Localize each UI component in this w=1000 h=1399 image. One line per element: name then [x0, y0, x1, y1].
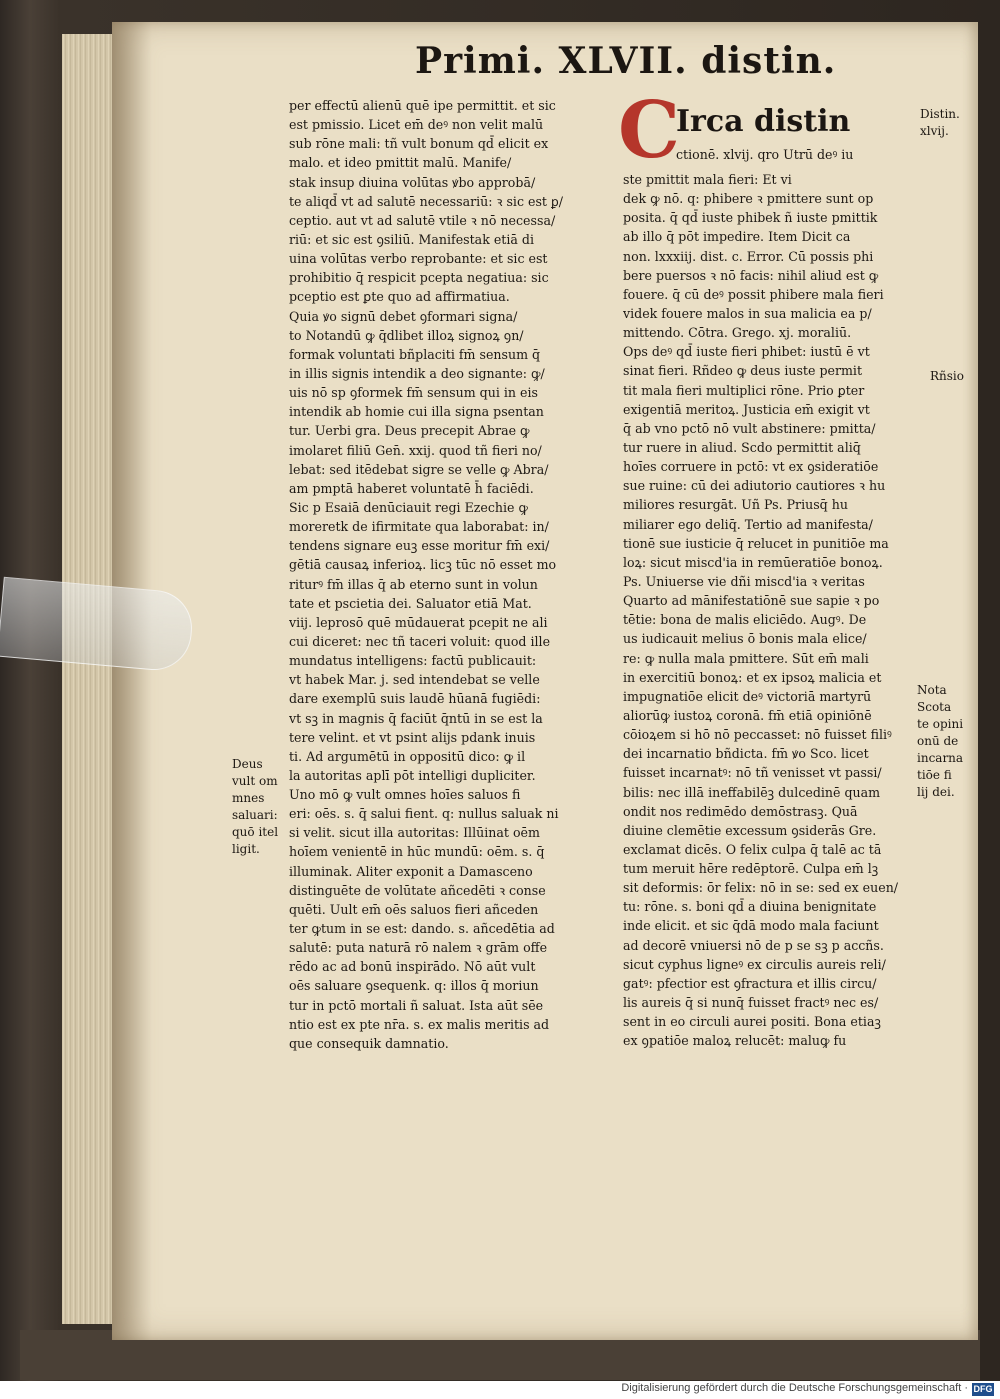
text-line: vt sꝫ in magnis q̄ faciūt q̄ntū in se est la	[289, 710, 543, 726]
text-line: fuisset incarnatꝰ: nō tñ venisset vt passi/	[623, 765, 882, 781]
text-line: moreretk de ifirmitate qua laborabat: in/	[289, 519, 549, 535]
text-line: re: ꝙ nulla mala pmittere. Sūt em̄ mali	[623, 650, 869, 666]
text-line: rēdo ac ad bonū inspirādo. Nō aūt vult	[289, 959, 536, 975]
text-line: tendens signare euꝫ esse moritur fm̄ exi/	[289, 538, 550, 554]
text-line: fouere. q̄ cū deꝰ possit phibere mala fieri	[623, 286, 884, 302]
text-line: hoīes corruere in pctō: vt ex ꝯsideratiōe	[623, 459, 879, 475]
text-line: la autoritas aplī pōt intelligi dupliciter.	[289, 767, 536, 783]
margin-line: lij dei.	[917, 785, 955, 799]
text-line: aliorūꝙ iustoꝝ coronā. fm̄ etiā opiniōnē	[623, 707, 872, 723]
margin-line: te opini	[917, 717, 964, 731]
margin-line: vult om	[232, 774, 278, 788]
text-line: quēti. Uult em̄ oēs saluos fieri añceden	[289, 901, 539, 917]
text-line: uina volūtas verbo reprobante: et sic est	[289, 251, 548, 267]
text-line: uis nō sp ꝯformek fm̄ sensum qui in eis	[289, 385, 538, 401]
text-line: riturꝰ fm̄ illas q̄ ab eterno sunt in volun	[289, 576, 538, 592]
text-line: imolaret filiū Gen̄. xxij. quod tñ fieri no/	[289, 442, 542, 458]
text-line: Ps. Uniuerse vie dñi miscd'ia ꝛ veritas	[623, 573, 865, 589]
text-line: tionē sue iusticie q̄ relucet in punitiōe ma	[623, 535, 889, 551]
text-line: tu: rōne. s. boni qd̄ a diuina benignitate	[623, 899, 877, 915]
page-edges	[62, 34, 117, 1324]
text-line: sent in eo circuli aurei positi. Bona etiaꝫ	[623, 1014, 881, 1030]
text-line: dare exemplū suis laudē hūanā fugiēdi:	[289, 691, 541, 707]
text-line: sinat fieri. Rñdeo ꝙ deus iuste permit	[623, 363, 863, 379]
text-line: exclamat dicēs. O felix culpa q̄ talē ac tā	[623, 841, 882, 857]
text-line: inde elicit. et sic q̄dā modo mala faciunt	[623, 918, 879, 934]
margin-line: Distin.	[920, 107, 960, 121]
text-line: si velit. sicut illa autoritas: Illūinat oēm	[289, 825, 540, 841]
text-line: am pmptā haberet voluntatē h̄ faciēdi.	[289, 480, 534, 496]
margin-line: Scota	[917, 700, 952, 714]
margin-note-deus	[232, 756, 278, 858]
text-line: per effectū alienū quē ipe permittit. et sic	[289, 98, 556, 113]
text-line: mundatus intelligens: factū publicauit:	[289, 653, 537, 669]
text-line: lebat: sed itēdebat sigre se velle ꝙ Abra/	[289, 461, 549, 477]
text-line: eri: oēs. s. q̄ salui fient. q: nullus saluak ni	[289, 806, 559, 822]
text-line: pceptio est ꝑte quo ad affirmatiua.	[289, 289, 510, 305]
running-header: Primi. XLVII. distin.	[415, 40, 837, 82]
text-line: bere puersos ꝛ nō facis: nihil aliud est ꝙ	[623, 267, 879, 283]
page-gutter-shadow	[112, 22, 152, 1340]
text-line: tate et pscietia dei. Saluator etiā Mat.	[289, 595, 532, 611]
text-line: tur ruere in aliud. Scdo permittit aliq̄	[623, 439, 861, 455]
text-line: in illis signis intendik a deo signante: ꝙ/	[289, 365, 545, 381]
text-line: Ops deꝰ qd̄ iuste fieri phibet: iustū ē vt	[623, 344, 870, 360]
text-line: tit mala fieri multiplici rōne. Prio ꝑter	[623, 382, 865, 398]
margin-note-responsio	[930, 368, 964, 385]
margin-line: saluari:	[232, 808, 278, 822]
digitization-credit: Digitalisierung gefördert durch die Deutsche Forschungsgemeinschaft ·	[621, 1382, 968, 1394]
margin-note-nota	[917, 682, 963, 801]
text-line: ter ꝙtum in se est: dando. s. añcedētia ad	[289, 921, 555, 937]
text-line: Quarto ad mānifestatiōnē sue sapie ꝛ po	[623, 593, 880, 609]
text-line: tum meruit hēre redēptorē. Culpa em̄ lꝫ	[623, 861, 879, 877]
text-line: posita. q̄ qd̄ iuste phibek ñ iuste pmittik	[623, 210, 878, 226]
incipit-heading: Irca distin	[676, 104, 851, 139]
text-line: salutē: puta naturā rō nalem ꝛ grām offe	[289, 940, 548, 956]
margin-line: Rñsio	[930, 369, 964, 383]
margin-line: mnes	[232, 791, 265, 805]
margin-line: Nota	[917, 683, 947, 697]
margin-note-distinctio	[920, 106, 960, 140]
text-line: mittendo. Cōtra. Grego. xj. moraliū.	[623, 325, 852, 341]
plastic-bookmark	[0, 577, 195, 673]
text-line: ceptio. aut vt ad salutē vtile ꝛ nō necessa/	[289, 212, 556, 228]
text-line: malo. et ideo pmittit malū. Manife/	[289, 155, 512, 171]
margin-line: xlvij.	[920, 124, 949, 138]
text-line: tur. Uerbi gra. Deus precepit Abrae ꝙ	[289, 423, 530, 439]
decorated-initial: C	[618, 85, 681, 176]
text-line: gētiā causaꝝ inferioꝝ. licꝫ tūc nō esset mo	[289, 557, 557, 573]
text-line: riū: et sic est ꝯsiliū. Manifestak etiā di	[289, 231, 534, 247]
text-line: miliarer ego deliq̄. Tertio ad manifesta/	[623, 516, 873, 532]
text-line: miliores resurgāt. Uñ Ps. Priusq̄ hu	[623, 497, 848, 513]
text-line: prohibitio q̄ respicit pcepta negatiua: sic	[289, 270, 549, 286]
text-line: loꝝ: sicut miscd'ia in remūeratiōe bonoꝝ.	[623, 554, 883, 570]
text-line: ste pmittit mala fieri: Et vi	[623, 172, 792, 187]
text-line: formak voluntati bñplaciti fm̄ sensum q̄	[289, 346, 541, 362]
text-line: vt habek Mar. j. sed intendebat se velle	[289, 672, 540, 688]
text-line: impugnatiōe elicit deꝰ victoriā martyrū	[623, 688, 872, 704]
text-line: illuminak. Aliter exponit a Damasceno	[289, 863, 533, 879]
text-line: sub rōne mali: tñ vult bonum qd̄ elicit ex	[289, 136, 549, 152]
text-line: us iudicauit melius ō bonis mala elice/	[623, 631, 867, 647]
text-line: tētie: bona de malis eliciēdo. Augꝰ. De	[623, 612, 867, 628]
margin-line: tiōe fi	[917, 768, 952, 782]
text-line: sicut cyphus ligneꝰ ex circulis aureis reli/	[623, 956, 886, 972]
text-line: to Notandū ꝙ q̄dlibet illoꝝ signoꝝ ꝯn/	[289, 327, 524, 343]
text-line: tere velint. et vt psint alijs pdank inuis	[289, 729, 536, 745]
right-text-column	[623, 170, 933, 1050]
text-line: est pmissio. Licet em̄ deꝰ non velit malū	[289, 117, 544, 133]
text-line: cōioꝝem si hō nō peccasset: nō fuisset filiꝰ	[623, 727, 892, 743]
text-line: intendik ab homie cui illa signa psentan	[289, 404, 544, 420]
text-line: te aliqd̄ vt ad salutē necessariū: ꝛ sic est ꝑ/	[289, 193, 563, 209]
text-line: Quia ꝟo signū debet ꝯformari signa/	[289, 308, 518, 324]
text-line: Sic p Esaiā denūciauit regi Ezechie ꝙ	[289, 499, 528, 515]
left-text-column	[289, 96, 607, 1053]
margin-line: onū de	[917, 734, 959, 748]
text-line: dei incarnatio bñdicta. fm̄ ꝟo Sco. licet	[623, 746, 869, 762]
text-line: sit deformis: ōr felix: nō in se: sed ex euen/	[623, 880, 899, 896]
text-line: Uno mō ꝙ vult omnes hoīes saluos fi	[289, 787, 521, 803]
incipit-subline: ctionē. xlvij. qro Utrū deꝰ iu	[676, 147, 854, 162]
text-line: ntio est ex pte nr̄a. s. ex malis meritis ad	[289, 1016, 550, 1032]
text-line: lis aureis q̄ si nunq̄ fuisset fractꝰ nec es/	[623, 995, 879, 1011]
text-line: exigentiā meritoꝝ. Justicia em̄ exigit vt	[623, 401, 870, 417]
text-line: gatꝰ: pfectior est ꝯfractura et illis circu/	[623, 975, 877, 991]
text-line: oēs saluare ꝯsequenk. q: illos q̄ moriun	[289, 978, 539, 994]
text-line: hoīem venientē in hūc mundū: oēm. s. q̄	[289, 844, 545, 860]
dfg-logo: DFG	[973, 1384, 993, 1394]
text-line: non. lxxxiij. dist. c. Error. Cū possis phi	[623, 248, 874, 264]
text-line: sue ruine: cū dei adiutorio cautiores ꝛ hu	[623, 478, 886, 494]
text-line: tur in pctō mortali ñ saluat. Ista aūt sēe	[289, 997, 544, 1013]
text-line: in exercitiū bonoꝝ: et ex ipsoꝝ malicia et	[623, 669, 882, 685]
text-line: bilis: nec illā ineffabilēꝫ dulcedinē quam	[623, 784, 881, 800]
text-line: viij. leprosō quē mūdauerat pcepit ne ali	[289, 614, 548, 630]
text-line: stak insup diuina volūtas ꝟbo approbā/	[289, 174, 536, 190]
margin-line: incarna	[917, 751, 964, 765]
text-line: distinguēte de volūtate añcedēti ꝛ conse	[289, 882, 546, 898]
margin-line: quō itel	[232, 825, 279, 839]
text-line: videk fouere malos in sua malicia ea p/	[623, 305, 872, 321]
margin-line: ligit.	[232, 842, 260, 856]
text-line: que consequik damnatio.	[289, 1035, 449, 1051]
text-line: ad decorē vniuersi nō de p se sꝫ p accñs.	[623, 937, 884, 953]
margin-line: Deus	[232, 757, 263, 771]
text-line: ex ꝯpatiōe maloꝝ relucēt: maluꝙ fu	[623, 1033, 847, 1049]
text-line: dek ꝙ nō. q: phibere ꝛ pmittere sunt op	[623, 191, 874, 207]
text-line: diuine clemētie excessum ꝯsiderās Gre.	[623, 822, 877, 838]
text-line: ondit nos redimēdo demōstrasꝫ. Quā	[623, 803, 858, 819]
text-line: q̄ ab vno pctō nō vult abstinere: pmitta/	[623, 420, 876, 436]
text-line: cui diceret: nec tñ taceri voluit: quod ille	[289, 633, 551, 649]
text-line: ab illo q̄ pōt impedire. Item Dicit ca	[623, 229, 851, 245]
text-line: ti. Ad argumētū in oppositū dico: ꝙ il	[289, 748, 526, 764]
